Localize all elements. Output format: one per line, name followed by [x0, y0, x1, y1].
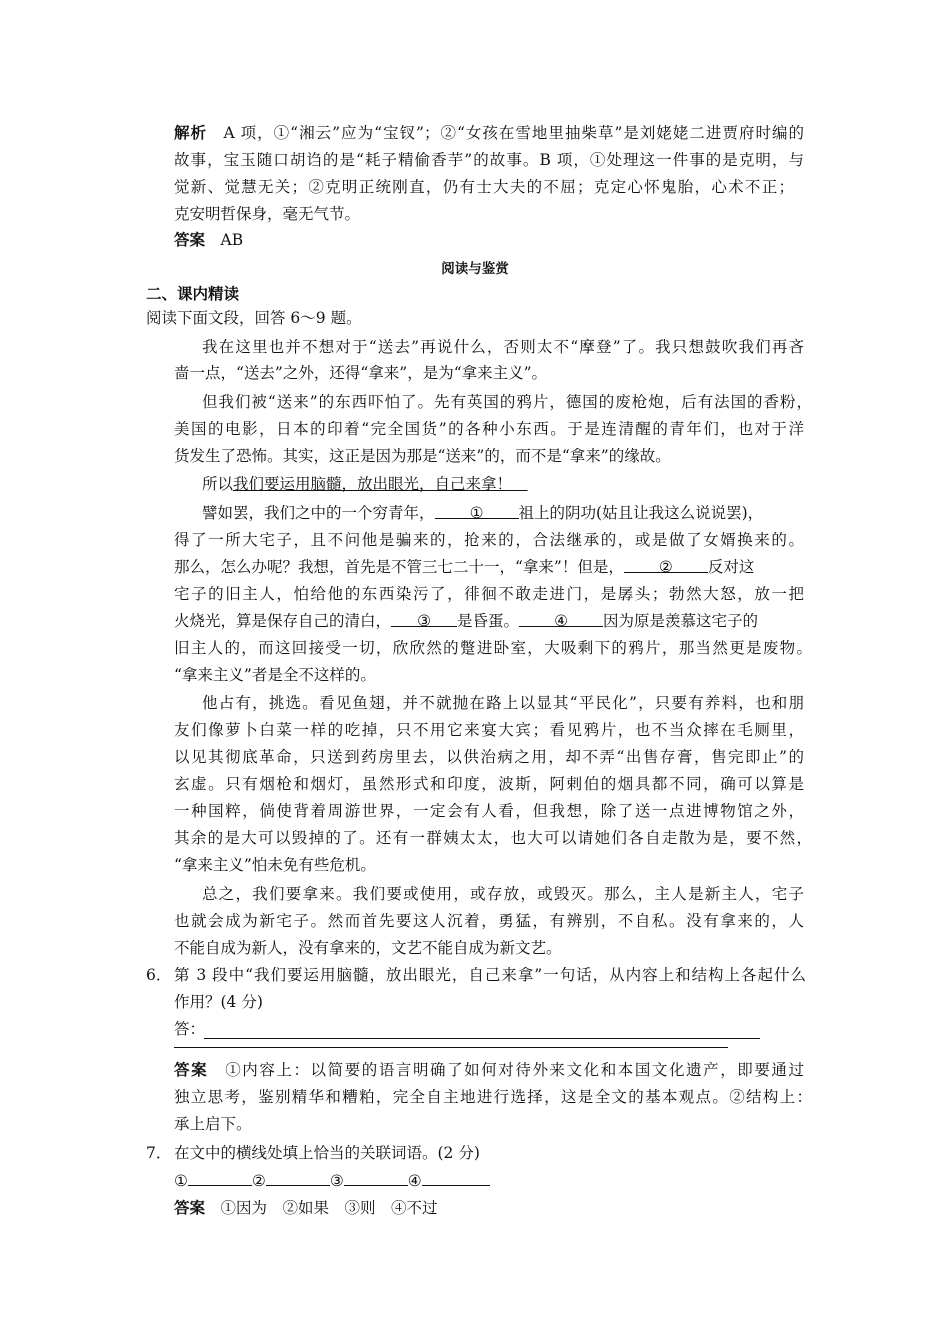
answer-label: 答案: [174, 230, 206, 249]
q7-blank-2[interactable]: [266, 1169, 330, 1186]
passage-p4-line-6: 旧主人的，而这回接受一切，欣欣然的蹩进卧室，大吸剩下的鸦片，那当然更是废物。: [174, 639, 812, 657]
analysis-line-4: 克安明哲保身，毫无气节。: [174, 205, 361, 223]
answer-line-2[interactable]: [174, 1047, 728, 1048]
passage-p6-line-3: 不能自成为新人，没有拿来的，文艺不能自成为新文艺。: [174, 939, 562, 957]
passage-p3: [202, 473, 528, 495]
passage-p4-line-2: 得了一所大宅子，且不问他是骗来的，抢来的，合法继承的，或是做了女婿换来的。: [174, 531, 804, 549]
q7-answer: [174, 1197, 438, 1219]
answer-label: 答案: [174, 1198, 206, 1217]
instruction: 阅读下面文段，回答 6～9 题。: [146, 309, 362, 327]
p4-text: 反对这: [707, 558, 755, 576]
key-sentence: 我们要运用脑髓，放出眼光，自己来拿！: [233, 475, 513, 493]
analysis-answer: [174, 229, 243, 251]
passage-p1-line-1: 我在这里也并不想对于“送去”再说什么，否则太不“摩登”了。我只想鼓吹我们再吝: [202, 338, 804, 356]
passage-p4-line-1: [202, 502, 763, 524]
blank-3[interactable]: ③: [391, 610, 457, 627]
passage-p5-line-4: 玄虚。只有烟枪和烟灯，虽然形式和印度，波斯，阿剌伯的烟具都不同，确可以算是: [174, 775, 804, 793]
q7-blank-3[interactable]: [344, 1169, 408, 1186]
p4-text: 是昏蛋。: [457, 612, 520, 630]
passage-p6-line-1: 总之，我们要拿来。我们要或使用，或存放，或毁灭。那么，主人是新主人，宅子: [202, 885, 804, 903]
q7-blank-4[interactable]: [422, 1169, 490, 1186]
blank-1[interactable]: ①: [435, 502, 519, 519]
passage-p5-line-1: 他占有，挑选。看见鱼翅，并不就抛在路上以显其“平民化”，只要有养料，也和朋: [202, 694, 804, 712]
passage-p4-line-5: [174, 610, 758, 632]
passage-p1-line-2: 啬一点，“送去”之外，还得“拿来”，是为“拿来主义”。: [174, 364, 548, 382]
q7-blank-1[interactable]: [188, 1169, 252, 1186]
passage-p5-line-3: 以见其彻底革命，只送到药房里去，以供治病之用，却不弄“出售存膏，售完即止”的: [174, 748, 804, 766]
q7-number: 7．: [146, 1144, 172, 1162]
answer-label: 答案: [174, 1060, 209, 1079]
q6-line-1: 第 3 段中“我们要运用脑髓，放出眼光，自己来拿”一句话，从内容上和结构上各起什么: [174, 966, 806, 984]
p4-text: 因为原是羡慕这宅子的: [603, 612, 759, 630]
p4-text: 祖上的阴功(姑且让我这么说说罢)，: [518, 504, 764, 522]
key-sentence-tail: [512, 475, 528, 493]
analysis-line-2: 故事，宝玉随口胡诌的是“耗子精偷香芋”的故事。B 项，①处理这一件事的是克明，与: [174, 151, 804, 169]
passage-p2-line-1: 但我们被“送来”的东西吓怕了。先有英国的鸦片，德国的废枪炮，后有法国的香粉，: [202, 393, 812, 411]
section-title: 阅读与鉴赏: [441, 261, 509, 277]
analysis-line-3: 觉新、觉慧无关；②克明正统刚直，仍有士大夫的不屈；克定心怀鬼胎，心术不正；: [174, 178, 794, 196]
q7-blank-label-1: ①: [174, 1172, 188, 1190]
part-heading: 二、课内精读: [146, 284, 240, 303]
passage-p5-line-2: 友们像萝卜白菜一样的吃掉，只不用它来宴大宾；看见鸦片，也不当众摔在毛厕里，: [174, 721, 804, 739]
q6-answer-line-2: 独立思考，鉴别精华和糟粕，完全自主地进行选择，这是全文的基本观点。②结构上：: [174, 1088, 812, 1106]
blank-2[interactable]: ②: [624, 556, 708, 573]
analysis-text: A 项，①“湘云”应为“宝钗”；②“女孩在雪地里抽柴草”是刘姥姥二进贾府时编的: [223, 124, 804, 142]
analysis-line-1: [174, 122, 804, 144]
passage-p4-line-4: 宅子的旧主人，怕给他的东西染污了，徘徊不敢走进门，是孱头；勃然大怒，放一把: [174, 585, 804, 603]
p4-text: 火烧光，算是保存自己的清白，: [174, 612, 392, 630]
q7-blank-label-3: ③: [329, 1172, 344, 1190]
q7-blanks: [174, 1169, 490, 1192]
answer-line-1[interactable]: [204, 1038, 760, 1039]
q6-answer-line-3: 承上启下。: [174, 1115, 252, 1133]
p3-prefix: 所以: [202, 475, 234, 493]
q6-number: 6．: [146, 966, 172, 984]
passage-p4-line-7: “拿来主义”者是全不这样的。: [174, 666, 376, 684]
blank-4[interactable]: ④: [519, 610, 603, 627]
passage-p4-line-3: [174, 556, 754, 578]
p4-text: 譬如罢，我们之中的一个穷青年，: [202, 504, 435, 522]
q7-blank-label-2: ②: [251, 1172, 266, 1190]
q7-text: 在文中的横线处填上恰当的关联词语。(2 分): [174, 1144, 480, 1162]
passage-p5-line-5: 一种国粹，倘使背着周游世界，一定会有人看，但我想，除了送一点进博物馆之外，: [174, 802, 804, 820]
p4-text: 那么，怎么办呢？我想，首先是不管三七二十一，“拿来”！但是，: [174, 558, 624, 576]
passage-p2-line-3: 货发生了恐怖。其实，这正是因为那是“送来”的，而不是“拿来”的缘故。: [174, 447, 671, 465]
q6-answer-prompt: 答：: [174, 1020, 206, 1038]
analysis-label: 解析: [174, 123, 208, 142]
passage-p6-line-2: 也就会成为新宅子。然而首先要这人沉着，勇猛，有辨别，不自私。没有拿来的，人: [174, 912, 804, 930]
q7-blank-label-4: ④: [407, 1172, 422, 1190]
q7-answer-text: ①因为 ②如果 ③则 ④不过: [220, 1199, 438, 1217]
passage-p5-line-6: 其余的是大可以毁掉的了。还有一群姨太太，也大可以请她们各自走散为是，要不然，: [174, 829, 812, 847]
q6-answer-line-1: [174, 1059, 804, 1081]
q6-line-2: 作用？(4 分): [174, 993, 263, 1011]
passage-p5-line-7: “拿来主义”怕未免有些危机。: [174, 856, 376, 874]
q6-answer-text: ①内容上：以简要的语言明确了如何对待外来文化和本国文化遗产，即要通过: [225, 1061, 804, 1079]
answer-value: AB: [220, 231, 244, 249]
passage-p2-line-2: 美国的电影，日本的印着“完全国货”的各种小东西。于是连清醒的青年们，也对于洋: [174, 420, 804, 438]
